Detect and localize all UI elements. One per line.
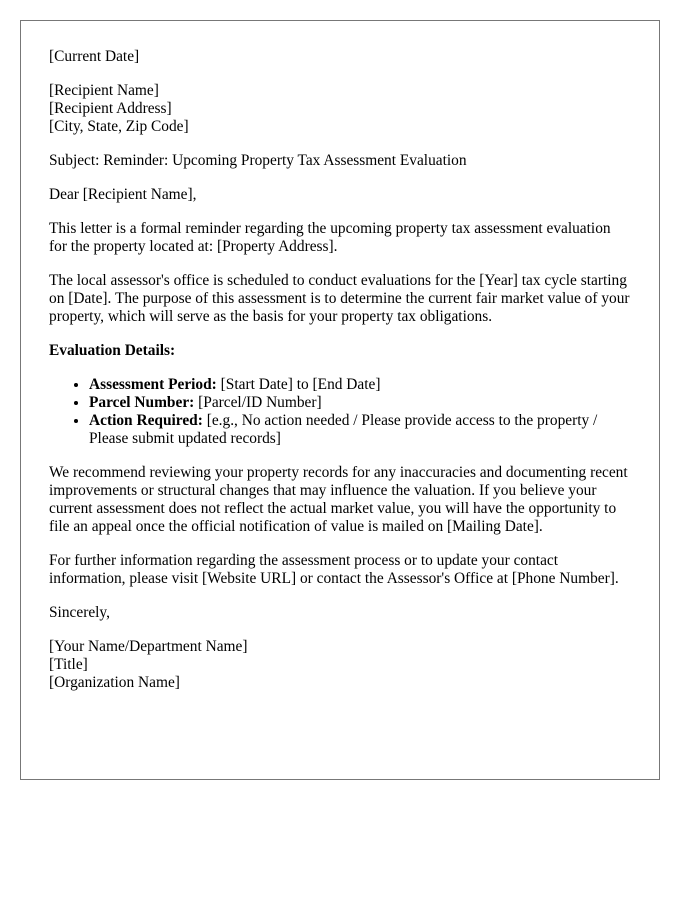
recipient-block (49, 82, 631, 136)
letter-salutation: Dear [Recipient Name], (49, 186, 197, 203)
letter-date: [Current Date] (49, 48, 140, 65)
details-heading: Evaluation Details: (49, 342, 176, 359)
signature-title: [Title] (49, 656, 88, 673)
recipient-name: [Recipient Name] (49, 82, 159, 99)
signature-name: [Your Name/Department Name] (49, 638, 248, 655)
recipient-address: [Recipient Address] (49, 100, 172, 117)
details-value: [Parcel/ID Number] (194, 394, 322, 411)
details-label: Assessment Period: (89, 376, 217, 393)
recipient-city-line: [City, State, Zip Code] (49, 118, 189, 135)
contact-paragraph: For further information regarding the assessment process or to update your contact information, please visit [Website URL] or contact the Assessor's Office at [Phone Number]. (49, 552, 619, 587)
details-label: Parcel Number: (89, 394, 195, 411)
details-label: Action Required: (89, 412, 203, 429)
details-item-action-required (89, 412, 631, 448)
details-item-parcel-number (89, 394, 631, 412)
details-value: [e.g., No action needed / Please provide access to the property / Please submit updated records] (89, 412, 598, 447)
purpose-paragraph: The local assessor's office is scheduled to conduct evaluations for the [Year] tax cycle starting on [Date]. The purpose of this assessment is to determine the current fair market value of your property, which will serve as the basis for your property tax obligations. (49, 272, 630, 325)
intro-paragraph: This letter is a formal reminder regarding the upcoming property tax assessment evaluation for the property located at: [Property Address]. (49, 220, 611, 255)
letter-page (20, 20, 660, 780)
closing: Sincerely, (49, 604, 110, 621)
letter-subject: Subject: Reminder: Upcoming Property Tax Assessment Evaluation (49, 152, 467, 169)
signature-organization: [Organization Name] (49, 674, 180, 691)
details-item-assessment-period (89, 376, 631, 394)
details-value: [Start Date] to [End Date] (216, 376, 381, 393)
details-list (49, 376, 631, 448)
signature-block (49, 638, 631, 692)
recommendation-paragraph: We recommend reviewing your property records for any inaccuracies and documenting recent improvements or structural changes that may influence the valuation. If you believe your current assessment does not reflect the actual market value, you will have the opportunity to file an appeal once the official notification of value is mailed on [Mailing Date]. (49, 464, 628, 535)
